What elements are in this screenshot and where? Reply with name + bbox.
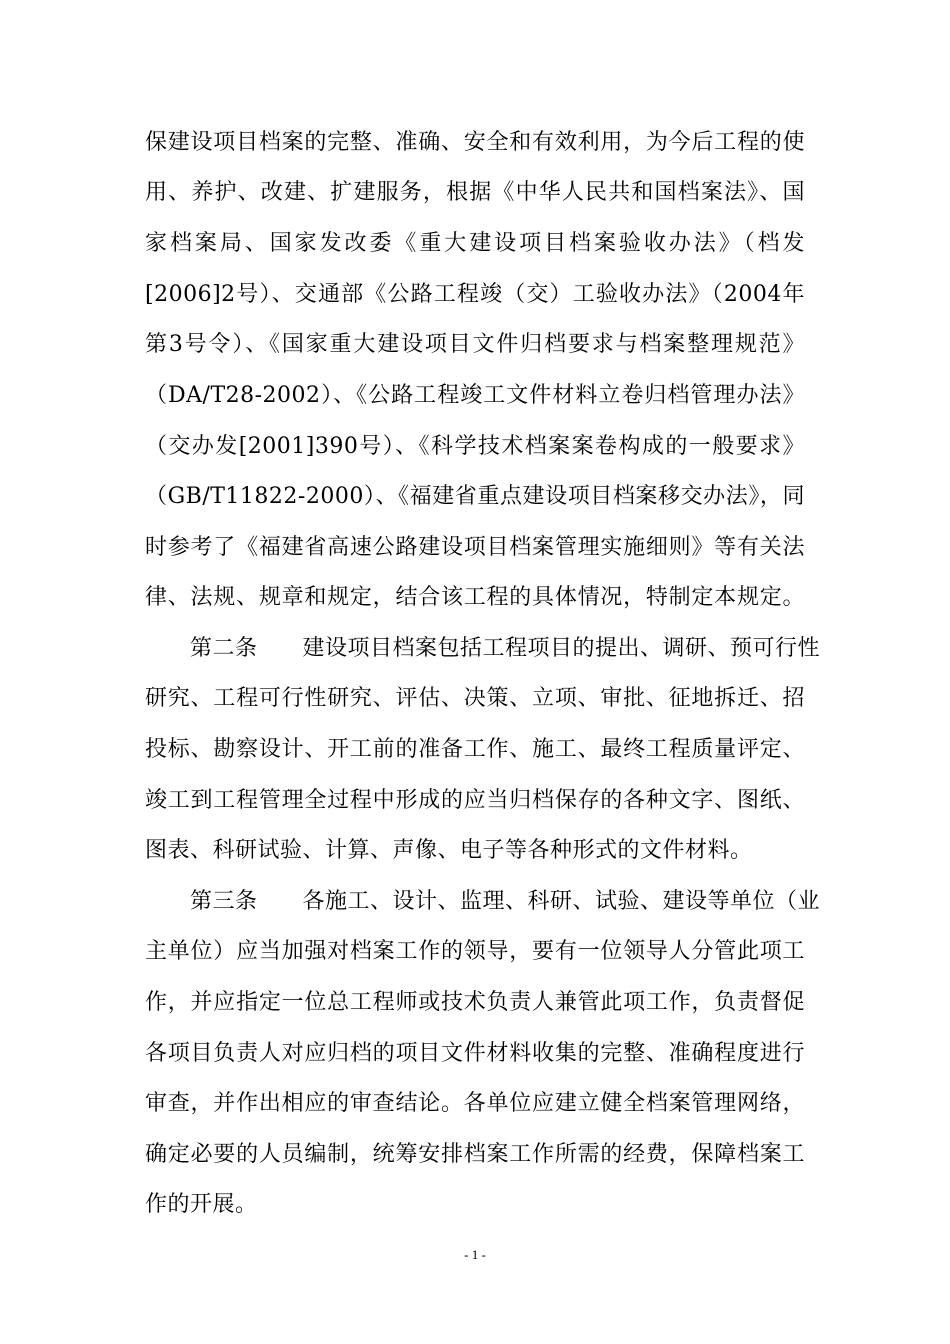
text-line: 用、养护、改建、扩建服务，根据《中华人民共和国档案法》、国 xyxy=(145,180,805,205)
page-number: - 1 - xyxy=(464,1247,486,1262)
text-line: 竣工到工程管理全过程中形成的应当归档保存的各种文字、图纸、 xyxy=(145,788,805,813)
text-line: （DA/T28-2002）、《公路工程竣工文件材料立卷归档管理办法》 xyxy=(145,383,805,408)
text-line: 投标、勘察设计、开工前的准备工作、施工、最终工程质量评定、 xyxy=(145,737,805,762)
text-line: 律、法规、规章和规定，结合该工程的具体情况，特制定本规定。 xyxy=(145,585,805,610)
article-heading-line: 第二条 建设项目档案包括工程项目的提出、调研、预可行性 xyxy=(190,636,821,661)
text-line: 审查，并作出相应的审查结论。各单位应建立健全档案管理网络， xyxy=(145,1091,805,1116)
text-line: [2006]2号）、交通部《公路工程竣（交）工验收办法》（2004年 xyxy=(145,282,805,307)
article-heading-line: 第三条 各施工、设计、监理、科研、试验、建设等单位（业 xyxy=(190,889,821,914)
text-line: 图表、科研试验、计算、声像、电子等各种形式的文件材料。 xyxy=(145,838,753,863)
text-line: 家档案局、国家发改委《重大建设项目档案验收办法》（档发 xyxy=(145,231,805,256)
text-line: 作，并应指定一位总工程师或技术负责人兼管此项工作，负责督促 xyxy=(145,990,805,1015)
text-line: 保建设项目档案的完整、准确、安全和有效利用，为今后工程的使 xyxy=(145,130,805,155)
text-line: 研究、工程可行性研究、评估、决策、立项、审批、征地拆迁、招 xyxy=(145,686,805,711)
text-line: 作的开展。 xyxy=(145,1192,258,1217)
text-line: 各项目负责人对应归档的项目文件材料收集的完整、准确程度进行 xyxy=(145,1041,805,1066)
text-line: 第3号令）、《国家重大建设项目文件归档要求与档案整理规范》 xyxy=(145,332,805,357)
text-line: （GB/T11822-2000）、《福建省重点建设项目档案移交办法》，同 xyxy=(145,484,805,509)
text-line: 确定必要的人员编制，统筹安排档案工作所需的经费，保障档案工 xyxy=(145,1142,805,1167)
text-line: （交办发[2001]390号）、《科学技术档案案卷构成的一般要求》 xyxy=(145,434,805,459)
text-line: 主单位）应当加强对档案工作的领导，要有一位领导人分管此项工 xyxy=(145,939,805,964)
text-line: 时参考了《福建省高速公路建设项目档案管理实施细则》等有关法 xyxy=(145,535,805,560)
